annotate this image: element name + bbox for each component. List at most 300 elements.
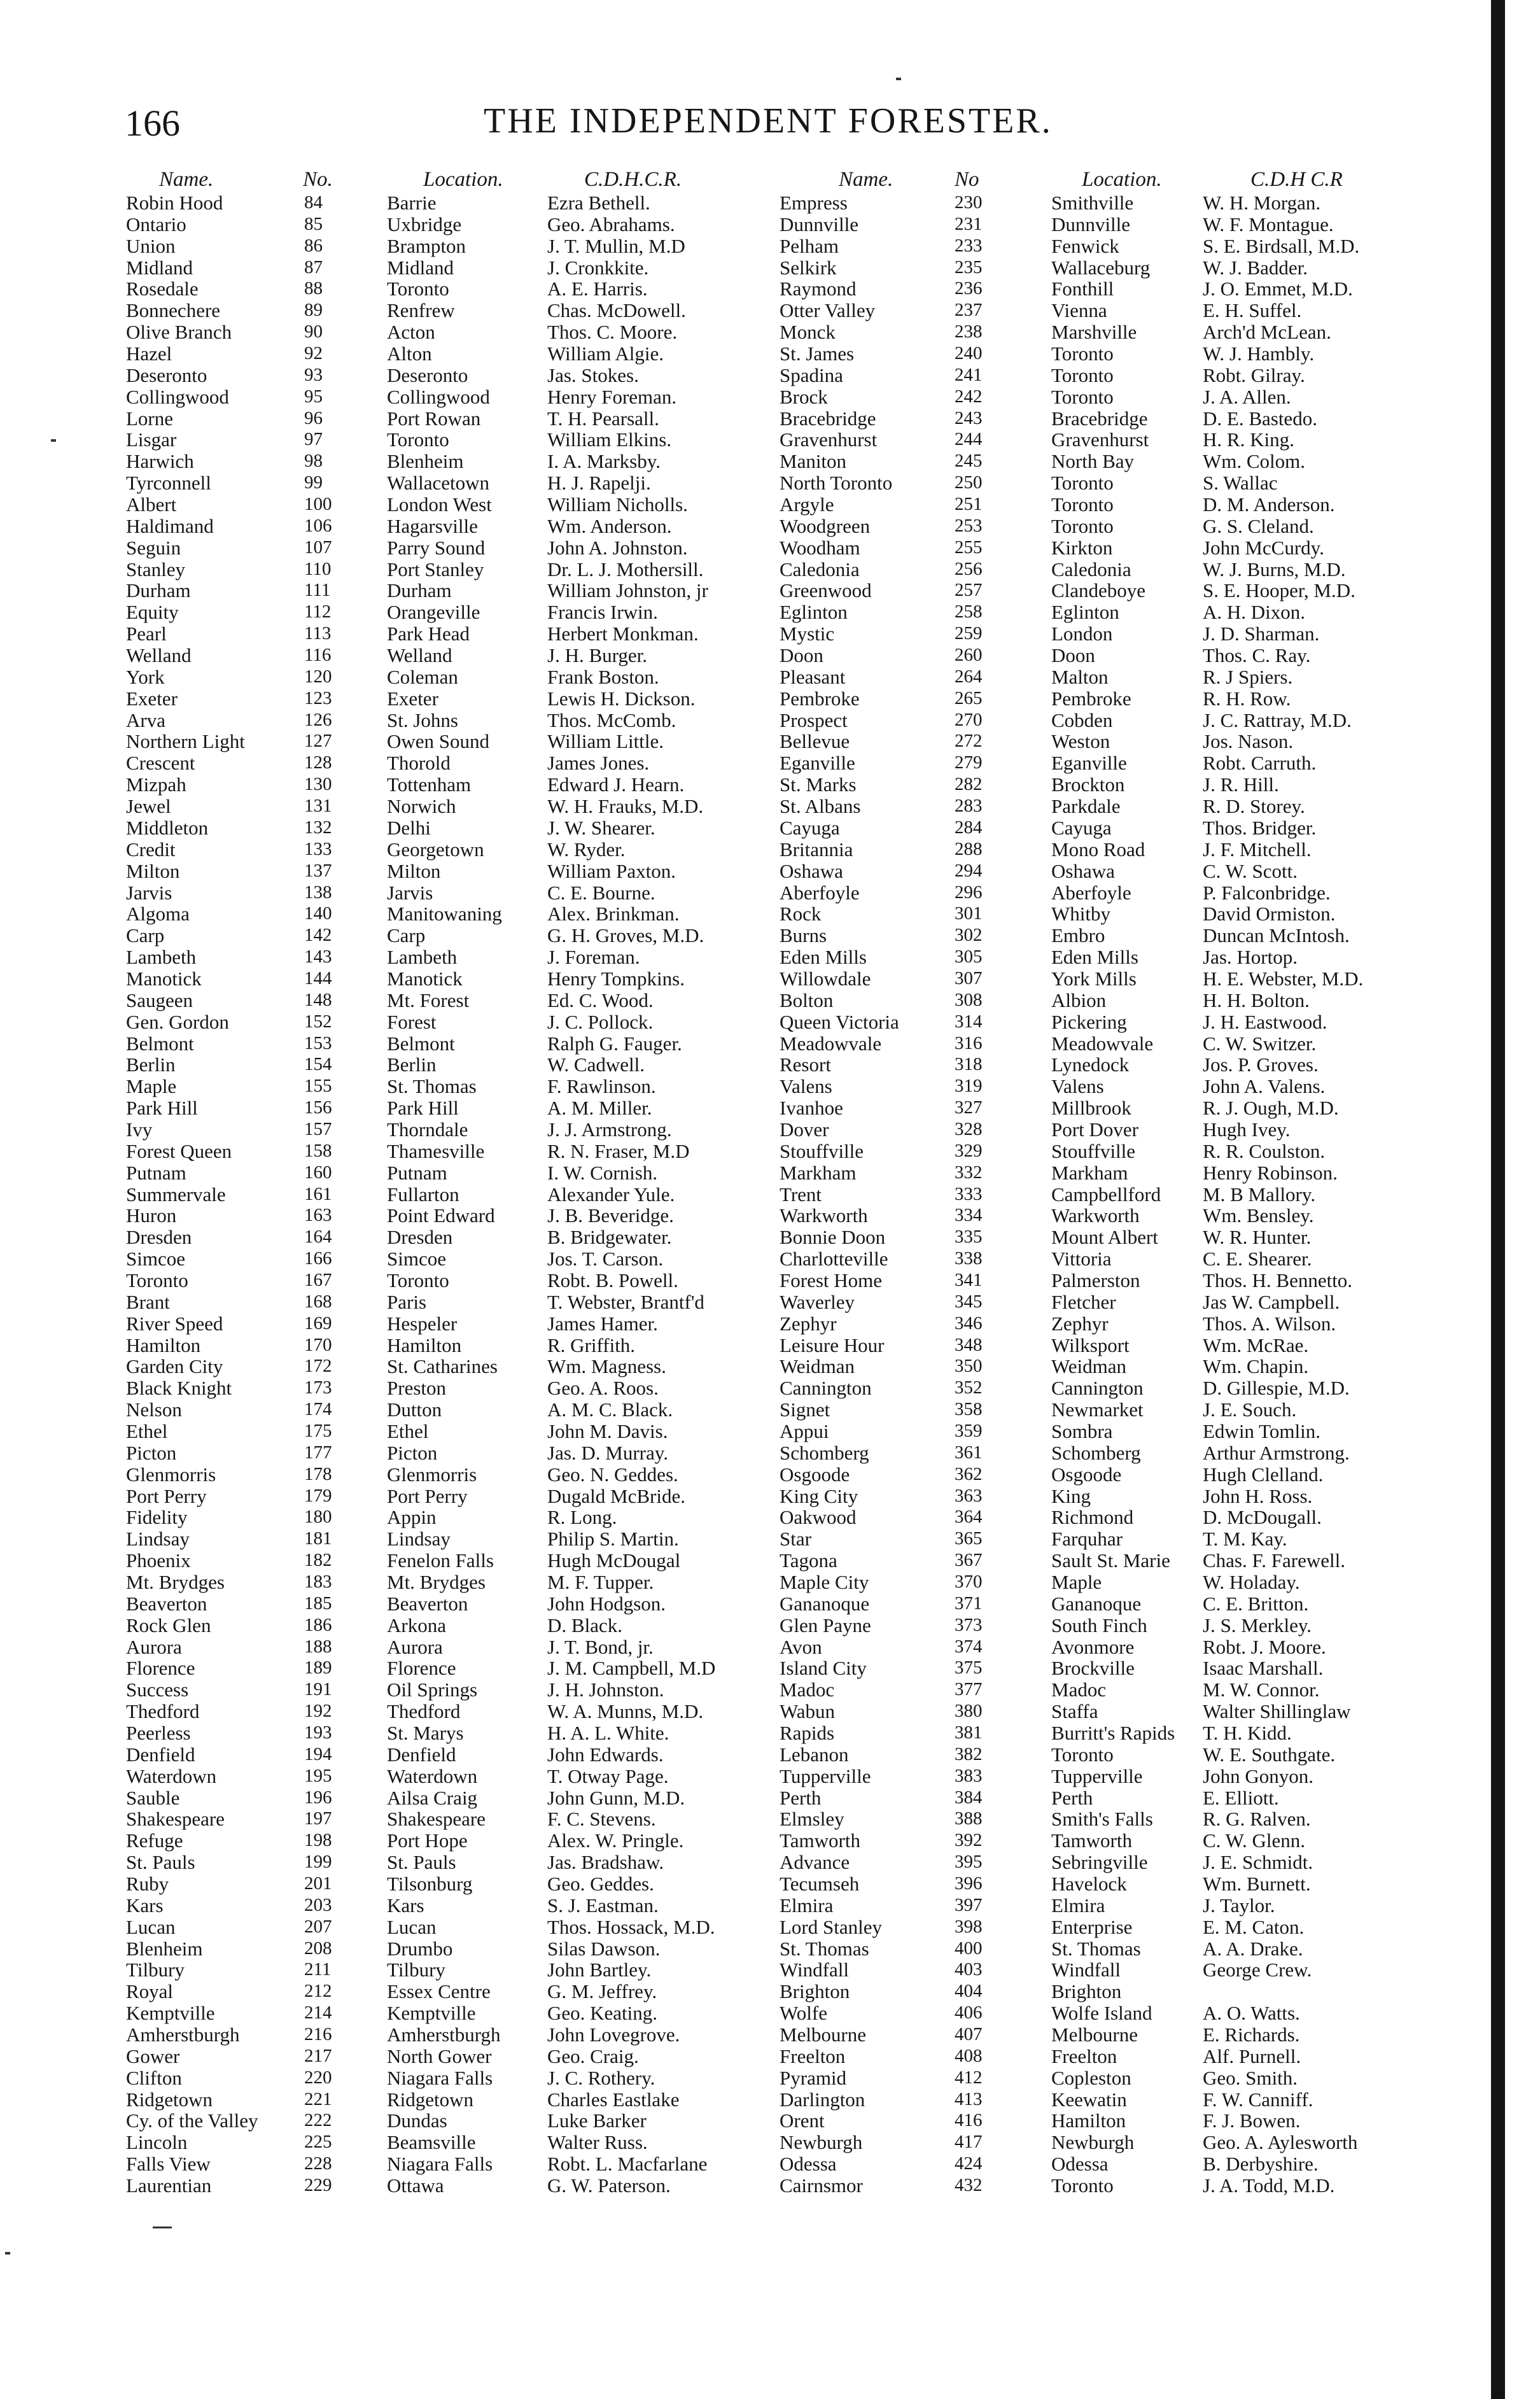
court-chief-ranger: Ed. C. Wood. <box>547 988 654 1011</box>
court-location: Ailsa Craig <box>387 1786 478 1809</box>
table-row <box>0 2067 1540 2089</box>
court-location: Ottawa <box>387 2174 444 2197</box>
court-number: 166 <box>304 1248 332 1269</box>
court-name: Maple City <box>780 1571 869 1593</box>
court-number: 348 <box>955 1334 983 1355</box>
court-chief-ranger: Robt. Carruth. <box>1203 752 1317 775</box>
court-number: 106 <box>304 515 332 536</box>
court-name: St. Thomas <box>780 1937 869 1960</box>
court-location: Havelock <box>1051 1873 1127 1896</box>
court-number: 302 <box>955 925 983 946</box>
table-row <box>0 278 1540 300</box>
court-number: 195 <box>304 1765 332 1786</box>
table-row <box>0 2153 1540 2175</box>
court-chief-ranger: J. T. Bond, jr. <box>547 1635 654 1658</box>
court-name: Union <box>126 234 176 257</box>
court-number: 222 <box>304 2110 332 2131</box>
print-speck <box>51 439 56 442</box>
court-name: Lisgar <box>126 428 177 451</box>
court-location: Thorndale <box>387 1118 468 1141</box>
court-name: Carp <box>126 924 165 947</box>
court-location: Drumbo <box>387 1937 453 1960</box>
court-location: Toronto <box>1051 493 1114 516</box>
court-location: Fenelon Falls <box>387 1549 494 1572</box>
court-number: 333 <box>955 1183 983 1204</box>
court-chief-ranger: P. Falconbridge. <box>1203 881 1331 904</box>
court-chief-ranger: J. R. Hill. <box>1203 773 1279 796</box>
court-number: 384 <box>955 1787 983 1808</box>
court-chief-ranger: J. H. Eastwood. <box>1203 1010 1327 1033</box>
table-row <box>0 1722 1540 1744</box>
court-name: Windfall <box>780 1959 849 1981</box>
court-name: Cairnsmor <box>780 2174 863 2197</box>
court-name: Northern Light <box>126 730 245 753</box>
court-name: Picton <box>126 1441 177 1464</box>
court-location: Port Rowan <box>387 407 481 430</box>
court-location: Park Hill <box>387 1097 459 1120</box>
court-location: Meadowvale <box>1051 1032 1154 1055</box>
court-location: Maple <box>1051 1571 1102 1593</box>
court-name: Signet <box>780 1398 830 1421</box>
court-name: Berlin <box>126 1053 176 1076</box>
court-number: 89 <box>304 300 323 321</box>
court-name: St. Pauls <box>126 1851 195 1874</box>
court-name: Warkworth <box>780 1204 868 1227</box>
court-chief-ranger: William Nicholls. <box>547 493 688 516</box>
court-chief-ranger: John M. Davis. <box>547 1419 668 1442</box>
court-location: Oil Springs <box>387 1678 478 1701</box>
court-name: Wabun <box>780 1700 836 1723</box>
table-row <box>0 882 1540 904</box>
table-row <box>0 236 1540 257</box>
court-name: Maniton <box>780 450 847 473</box>
court-number: 189 <box>304 1657 332 1678</box>
court-chief-ranger: S. E. Hooper, M.D. <box>1203 579 1355 602</box>
court-chief-ranger: C. W. Scott. <box>1203 859 1298 882</box>
court-chief-ranger: Dr. L. J. Mothersill. <box>547 558 704 580</box>
court-location: Palmerston <box>1051 1269 1140 1291</box>
court-location: Parry Sound <box>387 536 486 559</box>
court-location: Weston <box>1051 730 1110 753</box>
court-location: Mt. Brydges <box>387 1571 486 1593</box>
court-location: Uxbridge <box>387 213 462 236</box>
court-chief-ranger: Jos. T. Carson. <box>547 1248 664 1270</box>
court-chief-ranger: J. J. Armstrong. <box>547 1118 672 1141</box>
header-cdhcr: C.D.H C.R <box>1250 168 1343 191</box>
court-chief-ranger: A. M. C. Black. <box>547 1398 673 1421</box>
court-chief-ranger: Henry Robinson. <box>1203 1161 1338 1184</box>
court-chief-ranger: F. J. Bowen. <box>1203 2109 1301 2132</box>
court-location: Toronto <box>1051 363 1114 386</box>
court-number: 316 <box>955 1032 983 1053</box>
court-name: Gananoque <box>780 1592 870 1615</box>
court-location: Toronto <box>1051 2174 1114 2197</box>
court-name: Prospect <box>780 708 848 731</box>
table-row <box>0 752 1540 774</box>
court-number: 208 <box>304 1938 332 1959</box>
court-number: 329 <box>955 1140 983 1161</box>
column-header-row <box>0 164 1540 195</box>
court-chief-ranger: A. E. Harris. <box>547 278 648 300</box>
court-chief-ranger: J. T. Mullin, M.D <box>547 234 685 257</box>
court-name: Kemptville <box>126 2002 215 2025</box>
court-chief-ranger: G. H. Groves, M.D. <box>547 924 704 947</box>
court-location: Lambeth <box>387 946 458 969</box>
court-chief-ranger: Wm. McRae. <box>1203 1333 1309 1356</box>
court-chief-ranger: D. Gillespie, M.D. <box>1203 1377 1350 1400</box>
court-location: Port Perry <box>387 1484 468 1507</box>
court-location: Niagara Falls <box>387 2066 493 2089</box>
court-name: Doon <box>780 644 823 667</box>
table-row <box>0 1399 1540 1421</box>
table-row <box>0 1744 1540 1766</box>
court-number: 346 <box>955 1312 983 1333</box>
court-chief-ranger: A. M. Miller. <box>547 1097 652 1120</box>
table-row <box>0 1335 1540 1356</box>
court-name: Gravenhurst <box>780 428 878 451</box>
court-number: 163 <box>304 1205 332 1226</box>
court-number: 152 <box>304 1011 332 1032</box>
court-name: Tamworth <box>780 1829 860 1852</box>
court-chief-ranger: H. J. Rapelji. <box>547 472 651 495</box>
court-chief-ranger: Wm. Chapin. <box>1203 1355 1309 1378</box>
court-number: 221 <box>304 2088 332 2109</box>
court-chief-ranger: A. O. Watts. <box>1203 2002 1300 2025</box>
court-chief-ranger: James Jones. <box>547 752 650 775</box>
court-number: 138 <box>304 882 332 903</box>
court-name: St. Albans <box>780 795 861 818</box>
court-location: Barrie <box>387 192 437 214</box>
court-location: Sault St. Marie <box>1051 1549 1170 1572</box>
court-number: 244 <box>955 429 983 450</box>
court-chief-ranger: E. Elliott. <box>1203 1786 1279 1809</box>
court-number: 140 <box>304 903 332 924</box>
table-row <box>0 1313 1540 1335</box>
court-location: Albion <box>1051 988 1107 1011</box>
court-name: Perth <box>780 1786 822 1809</box>
court-number: 231 <box>955 213 983 234</box>
table-row <box>0 968 1540 990</box>
table-row <box>0 2002 1540 2024</box>
court-location: Hamilton <box>387 1333 462 1356</box>
court-location: Lucan <box>387 1915 437 1938</box>
court-location: Coleman <box>387 665 458 688</box>
court-chief-ranger: J. C. Rattray, M.D. <box>1203 708 1352 731</box>
court-name: Ethel <box>126 1419 168 1442</box>
court-number: 392 <box>955 1830 983 1851</box>
court-name: Monck <box>780 321 836 344</box>
court-chief-ranger: Thos. C. Moore. <box>547 321 678 344</box>
court-name: Advance <box>780 1851 850 1874</box>
court-location: Port Dover <box>1051 1118 1138 1141</box>
court-location: Caledonia <box>1051 558 1131 580</box>
court-chief-ranger: Jas. D. Murray. <box>547 1441 668 1464</box>
court-name: Bonnechere <box>126 299 221 322</box>
court-name: Peerless <box>126 1722 191 1745</box>
court-name: Caledonia <box>780 558 860 580</box>
table-row <box>0 472 1540 494</box>
court-number: 363 <box>955 1485 983 1506</box>
court-chief-ranger: Robt. J. Moore. <box>1203 1635 1326 1658</box>
table-row <box>0 494 1540 516</box>
table-row <box>0 839 1540 861</box>
court-name: Glenmorris <box>126 1463 216 1486</box>
court-name: Cannington <box>780 1377 872 1400</box>
court-name: Toronto <box>126 1269 188 1291</box>
court-name: Wolfe <box>780 2002 827 2025</box>
court-location: Lindsay <box>387 1528 451 1551</box>
court-number: 197 <box>304 1808 332 1829</box>
court-location: Brampton <box>387 234 466 257</box>
court-location: Fullarton <box>387 1183 459 1206</box>
header-number: No <box>955 168 979 191</box>
court-location: Durham <box>387 579 452 602</box>
court-name: Welland <box>126 644 192 667</box>
table-row <box>0 990 1540 1011</box>
table-row <box>0 1766 1540 1787</box>
court-name: Ivy <box>126 1118 153 1141</box>
court-number: 279 <box>955 752 983 773</box>
court-number: 359 <box>955 1420 983 1441</box>
court-chief-ranger: W. H. Frauks, M.D. <box>547 795 704 818</box>
court-location: London <box>1051 623 1113 645</box>
court-location: Owen Sound <box>387 730 490 753</box>
court-number: 84 <box>304 192 323 213</box>
court-chief-ranger: Ezra Bethell. <box>547 192 650 214</box>
court-name: Cayuga <box>780 816 840 839</box>
court-name: Jarvis <box>126 881 172 904</box>
court-number: 238 <box>955 321 983 342</box>
court-name: Exeter <box>126 687 178 710</box>
court-chief-ranger: Ralph G. Fauger. <box>547 1032 682 1055</box>
court-location: Toronto <box>387 428 449 451</box>
table-row <box>0 1464 1540 1486</box>
court-location: Madoc <box>1051 1678 1107 1701</box>
court-number: 107 <box>304 537 332 558</box>
table-row <box>0 537 1540 559</box>
court-location: Kirkton <box>1051 536 1113 559</box>
table-row <box>0 1572 1540 1593</box>
court-number: 212 <box>304 1981 332 2002</box>
court-chief-ranger: Thos. McComb. <box>547 708 676 731</box>
court-location: London West <box>387 493 492 516</box>
court-name: Tupperville <box>780 1764 871 1787</box>
court-number: 99 <box>304 472 323 493</box>
court-name: Odessa <box>780 2153 837 2176</box>
court-number: 156 <box>304 1097 332 1118</box>
court-chief-ranger: W. Ryder. <box>547 838 626 861</box>
court-number: 177 <box>304 1442 332 1463</box>
header-number: No. <box>303 168 333 191</box>
court-location: Richmond <box>1051 1506 1134 1529</box>
court-name: Island City <box>780 1657 867 1680</box>
court-name: Charlotteville <box>780 1248 888 1270</box>
court-chief-ranger: Geo. Smith. <box>1203 2066 1298 2089</box>
court-name: Putnam <box>126 1161 186 1184</box>
court-name: Ruby <box>126 1873 169 1896</box>
court-number: 96 <box>304 407 323 428</box>
court-chief-ranger: Wm. Colom. <box>1203 450 1306 473</box>
court-name: Lord Stanley <box>780 1915 882 1938</box>
table-row <box>0 192 1540 214</box>
court-number: 406 <box>955 2002 983 2023</box>
court-chief-ranger: John Gonyon. <box>1203 1764 1313 1787</box>
court-number: 175 <box>304 1420 332 1441</box>
court-location: Wilksport <box>1051 1333 1130 1356</box>
court-number: 259 <box>955 623 983 644</box>
table-row <box>0 1076 1540 1097</box>
court-number: 93 <box>304 364 323 385</box>
court-name: Hamilton <box>126 1333 201 1356</box>
court-number: 364 <box>955 1507 983 1528</box>
court-name: Eden Mills <box>780 946 867 969</box>
court-number: 167 <box>304 1269 332 1290</box>
court-chief-ranger: W. J. Badder. <box>1203 256 1308 279</box>
court-location: Melbourne <box>1051 2023 1138 2046</box>
court-location: Renfrew <box>387 299 455 322</box>
table-row <box>0 559 1540 580</box>
court-chief-ranger: M. B Mallory. <box>1203 1183 1316 1206</box>
court-location: Kemptville <box>387 2002 476 2025</box>
table-row <box>0 1377 1540 1399</box>
court-number: 412 <box>955 2067 983 2088</box>
court-location: Lynedock <box>1051 1053 1130 1076</box>
court-chief-ranger: Wm. Bensley. <box>1203 1204 1314 1227</box>
table-row <box>0 2175 1540 2197</box>
court-name: Gen. Gordon <box>126 1010 229 1033</box>
court-name: Empress <box>780 192 848 214</box>
court-name: Port Perry <box>126 1484 207 1507</box>
table-row <box>0 1550 1540 1572</box>
court-name: St. Marks <box>780 773 857 796</box>
court-chief-ranger: Thos. Hossack, M.D. <box>547 1915 715 1938</box>
court-chief-ranger: William Algie. <box>547 342 664 365</box>
table-row <box>0 451 1540 472</box>
court-name: Kars <box>126 1894 164 1917</box>
court-number: 155 <box>304 1076 332 1097</box>
court-number: 258 <box>955 602 983 623</box>
court-name: Arva <box>126 708 165 731</box>
table-row <box>0 1356 1540 1377</box>
court-name: Eganville <box>780 752 855 775</box>
table-row <box>0 1227 1540 1248</box>
table-row <box>0 1787 1540 1809</box>
court-chief-ranger: G. M. Jeffrey. <box>547 1980 657 2003</box>
court-name: Bolton <box>780 988 834 1011</box>
court-name: Tilbury <box>126 1959 185 1981</box>
court-location: Pembroke <box>1051 687 1131 710</box>
court-number: 179 <box>304 1485 332 1506</box>
table-row <box>0 1873 1540 1895</box>
court-location: Tottenham <box>387 773 472 796</box>
court-chief-ranger: Alex. Brinkman. <box>547 903 680 925</box>
court-location: Aberfoyle <box>1051 881 1131 904</box>
court-location: Blenheim <box>387 450 464 473</box>
table-row <box>0 1248 1540 1270</box>
court-name: Dover <box>780 1118 829 1141</box>
court-location: St. Pauls <box>387 1851 456 1874</box>
court-number: 382 <box>955 1743 983 1764</box>
court-name: Spadina <box>780 363 843 386</box>
court-chief-ranger: Geo. Abrahams. <box>547 213 675 236</box>
court-chief-ranger: E. H. Suffel. <box>1203 299 1302 322</box>
court-chief-ranger: Geo. Geddes. <box>547 1873 654 1896</box>
court-name: Refuge <box>126 1829 183 1852</box>
court-location: Tilbury <box>387 1959 445 1981</box>
court-location: St. Marys <box>387 1722 464 1745</box>
table-row <box>0 1033 1540 1055</box>
court-number: 383 <box>955 1765 983 1786</box>
court-number: 133 <box>304 838 332 859</box>
court-number: 86 <box>304 235 323 256</box>
court-chief-ranger: Jas W. Campbell. <box>1203 1290 1340 1313</box>
table-row <box>0 580 1540 602</box>
court-number: 265 <box>955 687 983 708</box>
court-location: Hamilton <box>1051 2109 1126 2132</box>
court-number: 182 <box>304 1550 332 1571</box>
court-number: 97 <box>304 429 323 450</box>
court-location: Fletcher <box>1051 1290 1116 1313</box>
court-number: 283 <box>955 796 983 817</box>
court-name: Woodgreen <box>780 514 871 537</box>
court-name: Credit <box>126 838 176 861</box>
court-name: Glen Payne <box>780 1614 871 1636</box>
court-number: 207 <box>304 1916 332 1937</box>
court-number: 92 <box>304 343 323 364</box>
court-location: Toronto <box>1051 514 1114 537</box>
court-chief-ranger: Robt. B. Powell. <box>547 1269 678 1291</box>
court-location: Dutton <box>387 1398 442 1421</box>
court-number: 192 <box>304 1701 332 1722</box>
court-chief-ranger: R. N. Fraser, M.D <box>547 1139 690 1162</box>
court-name: Gower <box>126 2044 180 2067</box>
court-location: Gravenhurst <box>1051 428 1149 451</box>
court-location: Brockville <box>1051 1657 1135 1680</box>
court-number: 328 <box>955 1118 983 1139</box>
court-chief-ranger: J. M. Campbell, M.D <box>547 1657 716 1680</box>
court-name: Success <box>126 1678 189 1701</box>
court-location: Alton <box>387 342 432 365</box>
court-name: Eglinton <box>780 601 848 624</box>
court-name: Thedford <box>126 1700 200 1723</box>
court-location: Odessa <box>1051 2153 1109 2176</box>
court-chief-ranger: F. C. Stevens. <box>547 1808 656 1831</box>
table-row <box>0 1486 1540 1507</box>
court-name: Bracebridge <box>780 407 876 430</box>
court-chief-ranger: Chas. McDowell. <box>547 299 686 322</box>
court-number: 228 <box>304 2153 332 2174</box>
court-chief-ranger: J. Taylor. <box>1203 1894 1275 1917</box>
court-number: 319 <box>955 1076 983 1097</box>
table-row <box>0 1507 1540 1528</box>
court-location: Eganville <box>1051 752 1127 775</box>
court-number: 130 <box>304 774 332 795</box>
court-name: Orent <box>780 2109 825 2132</box>
court-chief-ranger: Frank Boston. <box>547 665 659 688</box>
court-chief-ranger: H. H. Bolton. <box>1203 988 1310 1011</box>
court-location: Burritt's Rapids <box>1051 1722 1175 1745</box>
table-row <box>0 1421 1540 1442</box>
court-name: Pelham <box>780 234 839 257</box>
court-number: 113 <box>304 623 332 644</box>
court-location: York Mills <box>1051 967 1137 990</box>
court-number: 183 <box>304 1572 332 1592</box>
court-number: 373 <box>955 1614 983 1635</box>
court-chief-ranger: Wm. Magness. <box>547 1355 666 1378</box>
court-location: Putnam <box>387 1161 447 1184</box>
court-name: Florence <box>126 1657 195 1680</box>
table-row <box>0 1593 1540 1615</box>
